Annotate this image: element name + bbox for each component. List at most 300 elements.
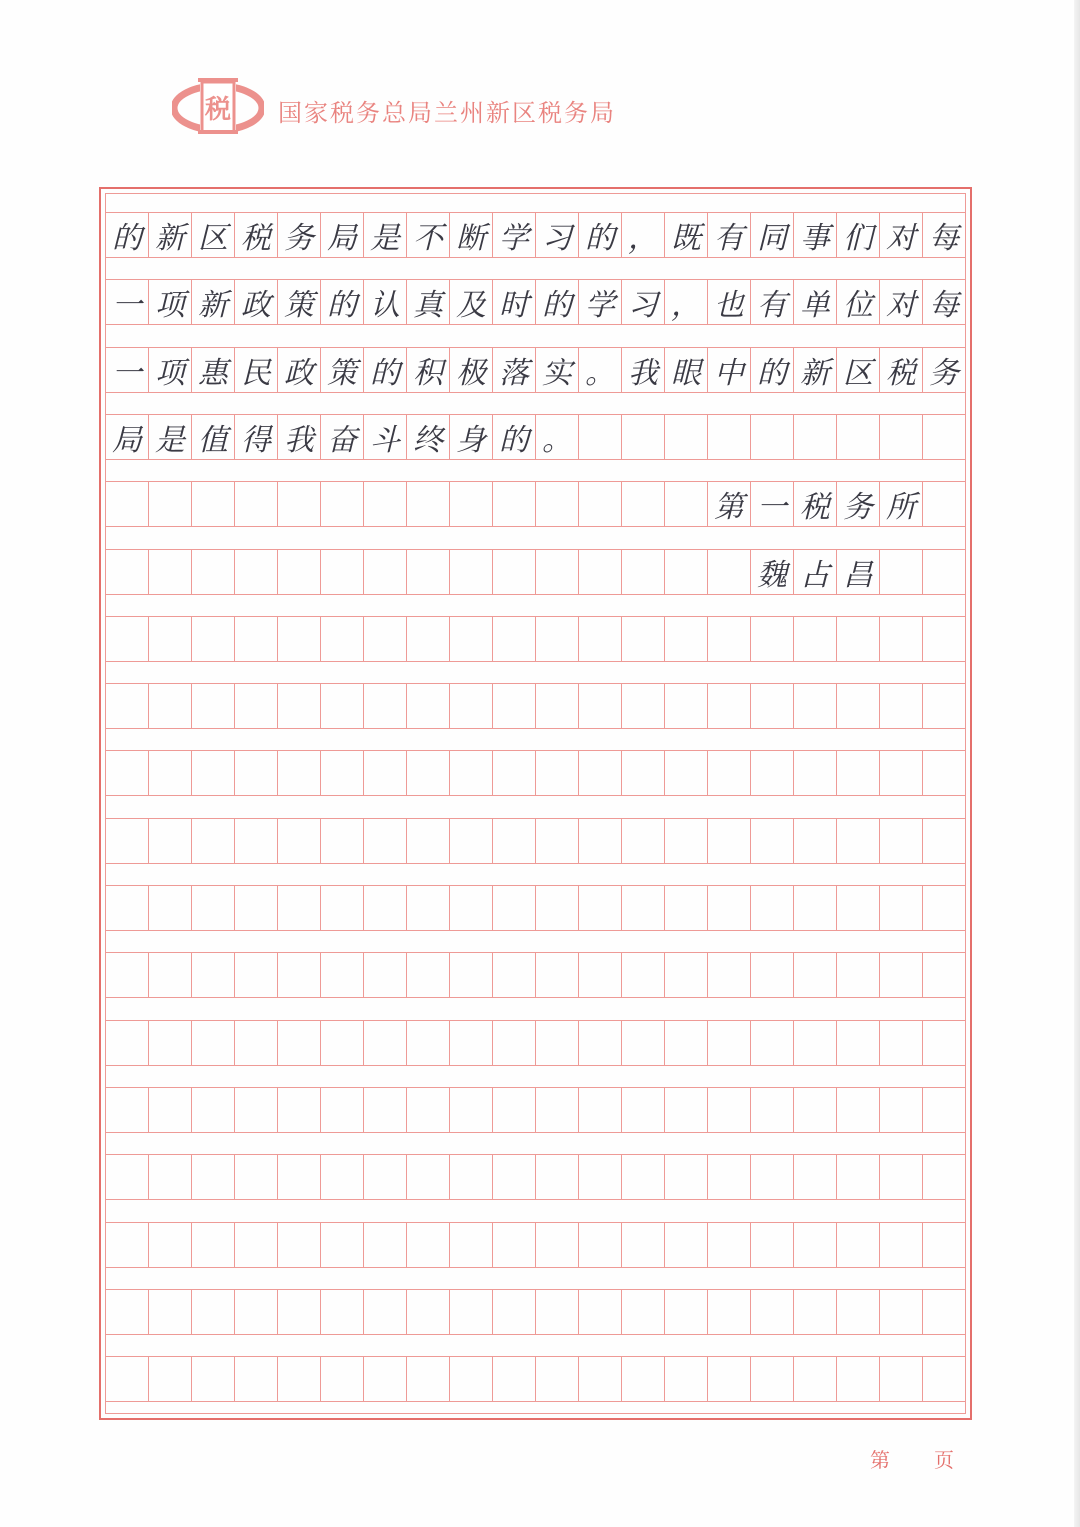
grid-cell xyxy=(149,1357,192,1401)
grid-cell xyxy=(321,1357,364,1401)
page-suffix: 页 xyxy=(934,1448,954,1472)
grid-cell: 不 xyxy=(407,213,450,257)
grid-cell xyxy=(622,751,665,795)
grid-cell xyxy=(665,415,708,459)
grid-cell xyxy=(794,684,837,728)
grid-cell xyxy=(579,751,622,795)
grid-cell xyxy=(923,1223,965,1267)
grid-cell: 每 xyxy=(929,221,959,256)
grid-cell: 占 xyxy=(794,550,837,594)
grid-cell: 区 xyxy=(837,348,880,392)
grid-cell xyxy=(622,1290,665,1334)
grid-cell xyxy=(407,1088,450,1132)
grid-cell: 有 xyxy=(708,213,751,257)
grid-cell xyxy=(708,1155,751,1199)
grid-cell xyxy=(837,1088,880,1132)
grid-cell xyxy=(493,482,536,526)
grid-cell: 有 xyxy=(751,280,794,324)
grid-cell xyxy=(794,751,837,795)
grid-cell: 的 xyxy=(321,280,364,324)
grid-cell: 的 xyxy=(493,415,536,459)
grid-cell xyxy=(536,819,579,863)
paper-edge-shadow xyxy=(1074,0,1080,1527)
grid-cell xyxy=(751,617,794,661)
grid-cell xyxy=(579,819,622,863)
grid-row xyxy=(106,616,965,662)
grid-cell xyxy=(579,482,622,526)
grid-cell xyxy=(149,1155,192,1199)
grid-cell xyxy=(923,550,965,594)
grid-cell xyxy=(794,1155,837,1199)
grid-cell xyxy=(708,819,751,863)
grid-cell: 我 xyxy=(278,415,321,459)
grid-cell xyxy=(751,1088,794,1132)
grid-cell xyxy=(665,1021,708,1065)
grid-cell xyxy=(106,684,149,728)
grid-cell: 一 xyxy=(106,280,149,324)
grid-cell xyxy=(837,886,880,930)
grid-cell xyxy=(364,617,407,661)
grid-cell xyxy=(364,1357,407,1401)
grid-cell xyxy=(364,1155,407,1199)
grid-cell xyxy=(751,953,794,997)
grid-cell xyxy=(751,751,794,795)
grid-cell xyxy=(708,684,751,728)
grid-cell xyxy=(579,1088,622,1132)
grid-cell xyxy=(665,1155,708,1199)
grid-cell xyxy=(192,819,235,863)
grid-cell xyxy=(579,1021,622,1065)
grid-cell xyxy=(321,1088,364,1132)
grid-cell xyxy=(450,1021,493,1065)
grid-cell xyxy=(751,1290,794,1334)
grid-cell xyxy=(321,953,364,997)
grid-cell xyxy=(321,1223,364,1267)
grid-cell xyxy=(278,1357,321,1401)
grid-cell xyxy=(450,684,493,728)
grid-cell xyxy=(837,684,880,728)
grid-cell xyxy=(364,751,407,795)
page-prefix: 第 xyxy=(870,1448,890,1472)
grid-cell xyxy=(450,751,493,795)
grid-cell xyxy=(923,1357,965,1401)
grid-cell xyxy=(579,953,622,997)
grid-cell xyxy=(235,550,278,594)
grid-cell: 税 xyxy=(235,213,278,257)
grid-cell xyxy=(708,1290,751,1334)
grid-cell xyxy=(364,684,407,728)
grid-cell: 真 xyxy=(407,280,450,324)
grid-cell xyxy=(493,1021,536,1065)
grid-cell xyxy=(923,684,965,728)
grid-cell xyxy=(622,886,665,930)
grid-cell: 务 xyxy=(278,213,321,257)
grid-cell: 对 xyxy=(880,280,923,324)
grid-cell xyxy=(794,886,837,930)
grid-cell: 。 xyxy=(579,348,622,392)
grid-row xyxy=(106,1289,965,1335)
grid-row xyxy=(106,885,965,931)
grid-cell xyxy=(536,1223,579,1267)
grid-cell xyxy=(192,617,235,661)
grid-cell xyxy=(579,550,622,594)
grid-cell xyxy=(407,1357,450,1401)
grid-cell xyxy=(665,482,708,526)
grid-cell: 一 xyxy=(106,348,149,392)
grid-cell xyxy=(192,751,235,795)
grid-cell xyxy=(235,482,278,526)
grid-cell: 一 xyxy=(751,482,794,526)
grid-cell xyxy=(880,617,923,661)
grid-cell xyxy=(794,1088,837,1132)
grid-cell xyxy=(880,1155,923,1199)
grid-cell xyxy=(794,819,837,863)
grid-cell xyxy=(149,953,192,997)
grid-cell: 务 xyxy=(929,355,959,391)
grid-cell xyxy=(149,1290,192,1334)
grid-cell xyxy=(106,1021,149,1065)
svg-text:税: 税 xyxy=(204,95,232,125)
grid-cell: 局 xyxy=(106,415,149,459)
grid-cell: 学 xyxy=(579,280,622,324)
grid-cell: 习 xyxy=(622,280,665,324)
grid-cell xyxy=(407,550,450,594)
grid-cell xyxy=(708,617,751,661)
grid-cell xyxy=(880,1290,923,1334)
grid-cell xyxy=(278,1290,321,1334)
grid-row xyxy=(106,818,965,864)
grid-cell xyxy=(235,819,278,863)
grid-cell xyxy=(837,1223,880,1267)
grid-cell xyxy=(493,751,536,795)
grid-cell xyxy=(493,953,536,997)
grid-cell xyxy=(579,617,622,661)
grid-cell: 。 xyxy=(536,415,579,459)
grid-cell xyxy=(751,415,794,459)
grid-cell xyxy=(235,1290,278,1334)
grid-cell: 积 xyxy=(407,348,450,392)
grid-cell: 务 xyxy=(837,482,880,526)
grid-cell: 新 xyxy=(192,280,235,324)
grid-cell xyxy=(235,953,278,997)
grid-cell: 项 xyxy=(149,280,192,324)
grid-cell: 税 xyxy=(794,482,837,526)
grid-cell xyxy=(665,684,708,728)
grid-cell xyxy=(278,617,321,661)
grid-cell xyxy=(235,1021,278,1065)
grid-cell xyxy=(106,482,149,526)
grid-cell xyxy=(536,1357,579,1401)
grid-cell xyxy=(622,617,665,661)
grid-cell xyxy=(321,886,364,930)
grid-cell xyxy=(751,1223,794,1267)
grid-cell xyxy=(278,751,321,795)
grid-cell xyxy=(407,1155,450,1199)
grid-cell xyxy=(364,886,407,930)
grid-cell xyxy=(751,1021,794,1065)
grid-cell xyxy=(837,953,880,997)
grid-cell xyxy=(278,1155,321,1199)
grid-cell xyxy=(364,953,407,997)
grid-cell xyxy=(278,482,321,526)
grid-cell xyxy=(923,415,965,459)
grid-cell xyxy=(708,415,751,459)
grid-cell xyxy=(106,617,149,661)
grid-cell xyxy=(407,684,450,728)
grid-cell xyxy=(794,1357,837,1401)
grid-cell xyxy=(579,684,622,728)
grid-cell: 既 xyxy=(665,213,708,257)
grid-cell xyxy=(536,953,579,997)
grid-cell xyxy=(880,550,923,594)
grid-cell xyxy=(192,482,235,526)
grid-cell xyxy=(665,819,708,863)
grid-cell xyxy=(880,415,923,459)
grid-cell xyxy=(106,1223,149,1267)
grid-cell: ， xyxy=(622,213,665,257)
grid-cell: 区 xyxy=(192,213,235,257)
grid-cell xyxy=(192,1223,235,1267)
grid-cell xyxy=(493,550,536,594)
grid-cell xyxy=(321,482,364,526)
grid-cell xyxy=(235,751,278,795)
grid-cell xyxy=(407,1021,450,1065)
grid-cell: 同 xyxy=(751,213,794,257)
grid-row xyxy=(106,1087,965,1133)
grid-cell xyxy=(536,1155,579,1199)
grid-row xyxy=(106,1154,965,1200)
grid-cell xyxy=(407,617,450,661)
grid-cell xyxy=(407,953,450,997)
manuscript-grid xyxy=(99,187,972,1420)
grid-cell xyxy=(622,1223,665,1267)
grid-cell: 的 xyxy=(751,348,794,392)
grid-cell xyxy=(106,1290,149,1334)
grid-cell xyxy=(665,751,708,795)
grid-cell xyxy=(235,1155,278,1199)
grid-cell: 惠 xyxy=(192,348,235,392)
grid-cell xyxy=(192,550,235,594)
grid-cell xyxy=(149,1223,192,1267)
grid-row xyxy=(106,347,965,393)
grid-cell xyxy=(106,751,149,795)
grid-cell: 策 xyxy=(278,280,321,324)
letterhead xyxy=(172,74,616,138)
grid-cell xyxy=(493,684,536,728)
page-number-label xyxy=(870,1444,954,1473)
grid-cell xyxy=(880,886,923,930)
grid-cell: 落 xyxy=(493,348,536,392)
grid-cell xyxy=(149,482,192,526)
grid-cell xyxy=(622,684,665,728)
grid-cell: 是 xyxy=(364,213,407,257)
grid-cell xyxy=(536,751,579,795)
grid-cell xyxy=(192,1021,235,1065)
grid-cell xyxy=(364,1290,407,1334)
grid-cell: 终 xyxy=(407,415,450,459)
grid-cell: 我 xyxy=(622,348,665,392)
grid-cell xyxy=(880,953,923,997)
grid-cell xyxy=(106,1357,149,1401)
grid-cell xyxy=(149,684,192,728)
grid-cell xyxy=(622,953,665,997)
grid-row xyxy=(106,750,965,796)
grid-cell xyxy=(493,617,536,661)
grid-cell xyxy=(149,751,192,795)
grid-cell xyxy=(880,1088,923,1132)
grid-cell xyxy=(364,1088,407,1132)
grid-cell xyxy=(321,1021,364,1065)
grid-cell xyxy=(923,1088,965,1132)
grid-cell xyxy=(536,550,579,594)
grid-cell: 学 xyxy=(493,213,536,257)
grid-cell xyxy=(450,1088,493,1132)
grid-cell xyxy=(665,550,708,594)
grid-cell xyxy=(106,819,149,863)
grid-cell xyxy=(407,886,450,930)
grid-cell xyxy=(235,1088,278,1132)
grid-cell xyxy=(536,1088,579,1132)
grid-cell xyxy=(794,1021,837,1065)
grid-cell xyxy=(450,1155,493,1199)
grid-cell: 策 xyxy=(321,348,364,392)
grid-cell xyxy=(837,819,880,863)
grid-cell xyxy=(450,617,493,661)
grid-cell xyxy=(708,1223,751,1267)
grid-cell xyxy=(407,1290,450,1334)
grid-cell xyxy=(192,1290,235,1334)
grid-cell xyxy=(235,886,278,930)
grid-cell xyxy=(708,550,751,594)
grid-cell: 的 xyxy=(364,348,407,392)
grid-row xyxy=(106,549,965,595)
grid-cell xyxy=(665,1290,708,1334)
grid-cell xyxy=(278,1021,321,1065)
grid-cell xyxy=(794,1290,837,1334)
grid-cell xyxy=(106,1088,149,1132)
grid-cell xyxy=(407,482,450,526)
grid-cell xyxy=(751,819,794,863)
grid-cell: 每 xyxy=(929,288,959,324)
grid-cell xyxy=(364,1021,407,1065)
grid-cell xyxy=(923,886,965,930)
grid-cell xyxy=(364,482,407,526)
grid-cell: 政 xyxy=(235,280,278,324)
grid-cell xyxy=(278,953,321,997)
grid-cell xyxy=(493,1088,536,1132)
grid-cell xyxy=(837,1021,880,1065)
grid-cell: 实 xyxy=(536,348,579,392)
grid-cell xyxy=(450,550,493,594)
grid-cell: 的 xyxy=(106,213,149,257)
grid-cell: 新 xyxy=(149,213,192,257)
grid-cell xyxy=(536,1290,579,1334)
grid-cell xyxy=(923,617,965,661)
grid-cell xyxy=(321,550,364,594)
grid-cell xyxy=(450,482,493,526)
grid-cell: 第 xyxy=(708,482,751,526)
grid-cell xyxy=(880,1021,923,1065)
grid-cell xyxy=(622,550,665,594)
grid-cell xyxy=(880,684,923,728)
grid-cell xyxy=(536,684,579,728)
grid-cell xyxy=(622,482,665,526)
grid-cell xyxy=(751,886,794,930)
grid-cell: 极 xyxy=(450,348,493,392)
grid-cell xyxy=(579,1290,622,1334)
grid-cell: 眼 xyxy=(665,348,708,392)
grid-cell xyxy=(880,1357,923,1401)
grid-cell xyxy=(321,1155,364,1199)
grid-cell xyxy=(880,1223,923,1267)
grid-cell xyxy=(536,482,579,526)
grid-cell xyxy=(923,819,965,863)
grid-cell xyxy=(751,1357,794,1401)
grid-cell xyxy=(450,819,493,863)
grid-cell: 的 xyxy=(579,213,622,257)
grid-cell xyxy=(407,819,450,863)
grid-row xyxy=(106,1356,965,1402)
grid-row xyxy=(106,952,965,998)
grid-cell xyxy=(321,617,364,661)
grid-row xyxy=(106,683,965,729)
grid-cell xyxy=(493,1155,536,1199)
grid-cell xyxy=(579,886,622,930)
grid-cell: 值 xyxy=(192,415,235,459)
grid-cell xyxy=(192,953,235,997)
grid-cell: 新 xyxy=(794,348,837,392)
grid-cell xyxy=(450,886,493,930)
grid-cell xyxy=(622,1155,665,1199)
grid-cell xyxy=(794,953,837,997)
grid-cell xyxy=(708,1088,751,1132)
grid-cell xyxy=(923,953,965,997)
grid-cell xyxy=(708,1021,751,1065)
grid-cell: 是 xyxy=(149,415,192,459)
grid-cell xyxy=(622,819,665,863)
grid-cell xyxy=(665,1357,708,1401)
grid-cell: 得 xyxy=(235,415,278,459)
grid-cell xyxy=(708,751,751,795)
grid-cell xyxy=(192,1357,235,1401)
grid-cell xyxy=(622,1088,665,1132)
grid-cell xyxy=(923,1290,965,1334)
grid-cell xyxy=(708,886,751,930)
grid-cell xyxy=(364,819,407,863)
grid-cell xyxy=(837,1290,880,1334)
grid-cell: 及 xyxy=(450,280,493,324)
grid-cell xyxy=(837,1155,880,1199)
grid-cell xyxy=(278,1088,321,1132)
grid-cell xyxy=(235,617,278,661)
grid-row xyxy=(106,1020,965,1066)
grid-cell xyxy=(192,1155,235,1199)
grid-cell xyxy=(794,415,837,459)
grid-cell xyxy=(149,617,192,661)
grid-cell xyxy=(665,617,708,661)
grid-cell xyxy=(106,953,149,997)
tax-bureau-emblem-icon xyxy=(172,74,264,138)
grid-cell xyxy=(149,819,192,863)
grid-cell xyxy=(235,684,278,728)
grid-cell xyxy=(364,550,407,594)
grid-row xyxy=(106,414,965,460)
grid-cell xyxy=(321,751,364,795)
grid-cell: 魏 xyxy=(751,550,794,594)
grid-cell: 也 xyxy=(708,280,751,324)
grid-cell xyxy=(579,1357,622,1401)
grid-cell xyxy=(278,684,321,728)
